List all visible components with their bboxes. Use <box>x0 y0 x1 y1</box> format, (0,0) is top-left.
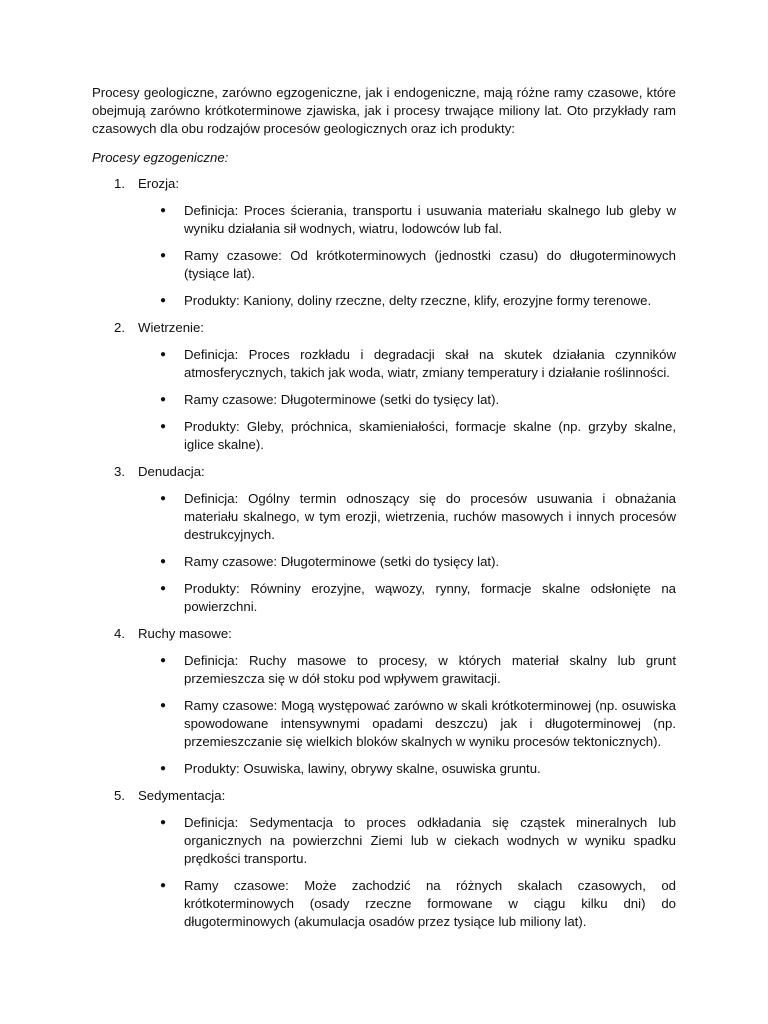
process-heading <box>92 625 676 643</box>
process-item <box>92 625 676 778</box>
bullet-item <box>92 760 676 778</box>
process-item <box>92 463 676 616</box>
bullet-item <box>92 490 676 544</box>
process-item <box>92 175 676 310</box>
bullet-item <box>92 877 676 931</box>
process-title: Erozja: <box>138 176 180 191</box>
bullet-item <box>92 418 676 454</box>
process-heading <box>92 463 676 481</box>
bullet-list <box>92 490 676 616</box>
bullet-text: Definicja: Ruchy masowe to procesy, w których materiał skalny lub grunt przemieszcza się w dół stoku pod wpływem grawitacji. <box>184 653 676 686</box>
process-title: Denudacja: <box>138 464 205 479</box>
bullet-item <box>92 247 676 283</box>
bullet-text: Ramy czasowe: Długoterminowe (setki do tysięcy lat). <box>184 392 500 407</box>
process-heading <box>92 319 676 337</box>
bullet-item <box>92 814 676 868</box>
bullet-item <box>92 292 676 310</box>
bullet-item <box>92 346 676 382</box>
bullet-text: Produkty: Kaniony, doliny rzeczne, delty rzeczne, klify, erozyjne formy terenowe. <box>184 293 652 308</box>
process-heading <box>92 787 676 805</box>
bullet-icon: ● <box>160 556 167 567</box>
bullet-icon: ● <box>160 295 167 306</box>
bullet-icon: ● <box>160 349 167 360</box>
process-list <box>92 175 676 940</box>
bullet-icon: ● <box>160 493 167 504</box>
process-title: Sedymentacja: <box>138 788 226 803</box>
bullet-item <box>92 697 676 751</box>
bullet-text: Produkty: Równiny erozyjne, wąwozy, rynny, formacje skalne odsłonięte na powierzchni. <box>184 581 676 614</box>
process-item <box>92 319 676 454</box>
bullet-text: Definicja: Sedymentacja to proces odkładania się cząstek mineralnych lub organicznych na powierzchni Ziemi lub w ciekach wodnych w wyniku spadku prędkości transportu. <box>184 815 676 866</box>
bullet-icon: ● <box>160 817 167 828</box>
bullet-text: Definicja: Proces ścierania, transportu i usuwania materiału skalnego lub gleby w wyniku działania sił wodnych, wiatru, lodowców lub fal. <box>184 203 676 236</box>
bullet-list <box>92 346 676 454</box>
section-title: Procesy egzogeniczne: <box>92 150 229 165</box>
process-number: 1. <box>114 176 125 191</box>
bullet-text: Produkty: Gleby, próchnica, skamieniałości, formacje skalne (np. grzyby skalne, iglice skalne). <box>184 419 676 452</box>
bullet-icon: ● <box>160 880 167 891</box>
bullet-list <box>92 814 676 931</box>
bullet-item <box>92 652 676 688</box>
bullet-list <box>92 652 676 778</box>
bullet-icon: ● <box>160 205 167 216</box>
bullet-text: Definicja: Ogólny termin odnoszący się do procesów usuwania i obnażania materiału skalnego, w tym erozji, wietrzenia, ruchów masowych i innych procesów destrukcyjnych. <box>184 491 676 542</box>
bullet-icon: ● <box>160 394 167 405</box>
bullet-icon: ● <box>160 250 167 261</box>
process-number: 3. <box>114 464 125 479</box>
bullet-text: Produkty: Osuwiska, lawiny, obrywy skalne, osuwiska gruntu. <box>184 761 541 776</box>
bullet-text: Ramy czasowe: Mogą występować zarówno w skali krótkoterminowej (np. osuwiska spowodowane intensywnymi opadami deszczu) jak i długoterminowej (np. przemieszczanie się wielkich bloków skalnych w wyniku procesów tektonicznych). <box>184 698 676 749</box>
bullet-icon: ● <box>160 700 167 711</box>
bullet-item <box>92 202 676 238</box>
bullet-item <box>92 580 676 616</box>
process-number: 2. <box>114 320 125 335</box>
bullet-text: Ramy czasowe: Może zachodzić na różnych skalach czasowych, od krótkoterminowych (osady rzeczne formowane w ciągu kilku dni) do długoterminowych (akumulacja osadów przez tysiące lub miliony lat). <box>184 878 676 929</box>
bullet-icon: ● <box>160 763 167 774</box>
bullet-text: Definicja: Proces rozkładu i degradacji skał na skutek działania czynników atmosferycznych, takich jak woda, wiatr, zmiany temperatury i działanie roślinności. <box>184 347 676 380</box>
process-item <box>92 787 676 931</box>
bullet-item <box>92 553 676 571</box>
process-number: 5. <box>114 788 125 803</box>
process-title: Ruchy masowe: <box>138 626 232 641</box>
intro-paragraph: Procesy geologiczne, zarówno egzogeniczne, jak i endogeniczne, mają różne ramy czasowe, które obejmują zarówno krótkoterminowe zjawiska, jak i procesy trwające miliony lat. Oto przykłady ram czasowych dla obu rodzajów procesów geologicznych oraz ich produkty: <box>92 85 676 136</box>
bullet-list <box>92 202 676 310</box>
bullet-icon: ● <box>160 421 167 432</box>
bullet-item <box>92 391 676 409</box>
bullet-text: Ramy czasowe: Od krótkoterminowych (jednostki czasu) do długoterminowych (tysiące lat). <box>184 248 676 281</box>
process-title: Wietrzenie: <box>138 320 204 335</box>
bullet-text: Ramy czasowe: Długoterminowe (setki do tysięcy lat). <box>184 554 500 569</box>
process-number: 4. <box>114 626 125 641</box>
process-heading <box>92 175 676 193</box>
bullet-icon: ● <box>160 655 167 666</box>
bullet-icon: ● <box>160 583 167 594</box>
